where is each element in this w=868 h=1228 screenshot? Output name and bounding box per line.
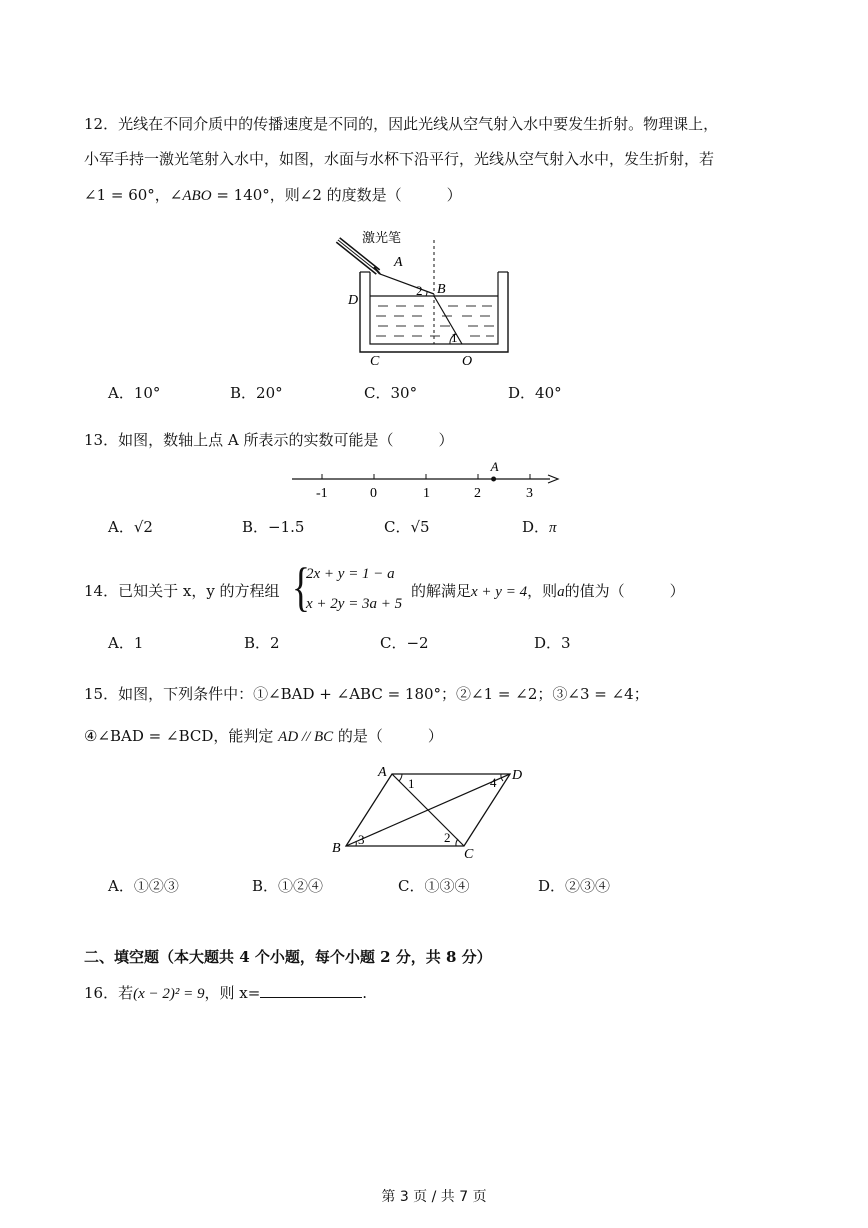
vertex-B-label: B (332, 841, 341, 856)
q13-option-d[interactable] (522, 516, 557, 537)
q13-option-d-letter: D． (522, 518, 550, 536)
tick-label-neg1: -1 (316, 486, 328, 501)
angle-3-label: 3 (358, 832, 365, 847)
q14-mid: 的解满足 (411, 582, 472, 600)
q14-condition (411, 580, 685, 601)
q16-mid: ，则 x= (204, 984, 261, 1002)
q13-option-c[interactable] (384, 516, 430, 537)
q13-number-line (286, 455, 566, 505)
page-footer: 第 3 页 / 共 7 页 (381, 1189, 487, 1205)
q12-abo: ABO (182, 188, 212, 204)
section-heading-fill-in: 二、填空题（本大题共 4 个小题，每个小题 2 分，共 8 分） (84, 948, 492, 966)
q14-suffix-a: ，则 (527, 582, 558, 600)
q15-parallel: AD // BC (278, 729, 334, 745)
q13-option-b[interactable]: B．−1.5 (242, 518, 305, 536)
q12-text-line3 (84, 184, 462, 205)
q12-question: = 140°，则∠2 的度数是（ ） (211, 186, 462, 204)
q16-expression: (x − 2)² = 9 (133, 986, 205, 1002)
angle-4-label: 4 (490, 775, 497, 790)
q13-option-a-value: √2 (133, 518, 153, 536)
q15-option-d[interactable]: D．②③④ (538, 877, 611, 895)
tick-label-2: 2 (474, 486, 481, 501)
tick-label-0: 0 (370, 486, 377, 501)
angle-1-label: 1 (408, 776, 415, 791)
q15-text-line2 (84, 725, 443, 746)
point-B-label: B (437, 282, 446, 297)
q15-line2-a: ④∠BAD = ∠BCD，能判定 (84, 727, 279, 745)
q14-option-b[interactable]: B．2 (244, 634, 280, 652)
tick-label-1: 1 (423, 486, 430, 501)
q13-option-a-letter: A． (108, 518, 134, 536)
q15-line2-c: 的是（ ） (333, 727, 443, 745)
q15-option-a[interactable]: A．①②③ (108, 877, 179, 895)
q15-parallelogram-figure (326, 762, 536, 860)
q13-option-d-value: π (549, 520, 557, 536)
point-A-label: A (394, 255, 403, 270)
q15-option-b[interactable]: B．①②④ (252, 877, 324, 895)
q16-end: . (362, 984, 368, 1002)
vertex-D-label: D (512, 768, 523, 783)
q12-angle1-given: ∠1 = 60°，∠ (84, 186, 183, 204)
vertex-C-label: C (464, 847, 474, 860)
q14-option-a[interactable]: A．1 (108, 634, 144, 652)
q13-option-a[interactable] (108, 516, 153, 537)
point-A-label: A (490, 459, 499, 474)
point-D-label: D (348, 293, 359, 308)
q16-prefix: 16．若 (84, 984, 134, 1002)
tick-label-3: 3 (526, 486, 533, 501)
q14-option-c[interactable]: C．−2 (380, 634, 429, 652)
angle-1-label: 1 (451, 330, 458, 345)
q16-text (84, 982, 367, 1003)
q12-option-c[interactable]: C．30° (364, 384, 418, 402)
q12-option-d[interactable]: D．40° (508, 384, 562, 402)
q12-refraction-figure (330, 222, 530, 372)
q15-option-c[interactable]: C．①③④ (398, 877, 470, 895)
q13-text: 13．如图，数轴上点 A 所表示的实数可能是（ ） (84, 431, 454, 449)
q12-option-b[interactable]: B．20° (230, 384, 283, 402)
angle-2-label: 2 (444, 830, 451, 845)
q14-equation-1: 2x + y = 1 − a (306, 566, 395, 582)
q12-option-a[interactable]: A．10° (108, 384, 161, 402)
laser-pen-label: 激光笔 (362, 230, 402, 245)
point-O-label: O (462, 354, 473, 369)
laser-pen-icon (338, 240, 380, 274)
q14-equation-2: x + 2y = 3a + 5 (306, 596, 403, 612)
q15-text-line1: 15．如图，下列条件中：①∠BAD + ∠ABC = 180°；②∠1 = ∠2；③∠3 = ∠4； (84, 685, 649, 703)
q14-prefix: 14．已知关于 x，y 的方程组 (84, 582, 280, 600)
q14-cond: x + y = 4 (471, 584, 528, 600)
point-A-marker (491, 477, 496, 482)
q14-brace: { (291, 557, 311, 617)
angle-2-label: 2 (416, 283, 423, 298)
q13-option-c-letter: C． (384, 518, 411, 536)
q13-option-c-value: √5 (410, 518, 430, 536)
q12-text-line2: 小军手持一激光笔射入水中，如图，水面与水杯下沿平行，光线从空气射入水中，发生折射，若 (84, 150, 715, 168)
q12-text-line1: 12．光线在不同介质中的传播速度是不同的，因此光线从空气射入水中要发生折射。物理课上， (84, 115, 719, 133)
vertex-A-label: A (378, 765, 387, 780)
q14-var: a (557, 584, 565, 600)
q16-answer-blank[interactable] (260, 983, 362, 998)
q14-option-d[interactable]: D．3 (534, 634, 571, 652)
q14-suffix-b: 的值为（ ） (564, 582, 685, 600)
point-C-label: C (370, 354, 380, 369)
